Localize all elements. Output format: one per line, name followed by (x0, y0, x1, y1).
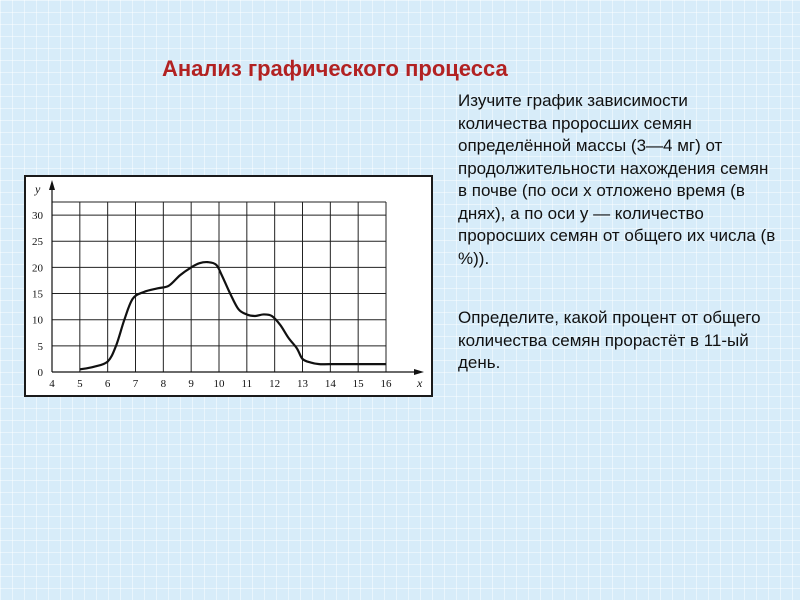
x-tick-label: 6 (104, 378, 111, 390)
y-tick-label: 25 (32, 236, 43, 249)
y-tick-label: 5 (37, 340, 43, 353)
x-tick-label: 12 (269, 378, 281, 390)
x-tick-label: 4 (49, 378, 55, 390)
task-description: Изучите график зависимости количества проросших семян определённой массы (3—4 мг) от продолжительности нахождения семян в почве (по оси x отложено время (в днях), а по оси y — количество проросших семян от общего их числа (в %)). (458, 91, 776, 268)
seedling-chart (26, 177, 431, 395)
x-tick-label: 13 (297, 378, 308, 390)
x-tick-label: 11 (241, 378, 253, 390)
x-tick-label: 5 (77, 378, 83, 390)
y-axis-arrow (49, 180, 55, 190)
x-tick-label: 7 (132, 378, 139, 390)
y-tick-label: 0 (37, 367, 43, 379)
x-axis-label: x (417, 376, 423, 390)
task-question: Определите, какой процент от общего количества семян прорастёт в 11-ый день. (458, 308, 761, 372)
y-axis-label: y (35, 182, 41, 196)
y-tick-label: 30 (32, 210, 43, 223)
x-tick-label: 9 (188, 378, 194, 390)
x-axis-arrow (414, 369, 424, 375)
germination-curve (80, 262, 386, 369)
task-text (458, 90, 778, 375)
x-tick-label: 15 (352, 378, 364, 390)
chart-panel (24, 175, 433, 397)
y-tick-label: 10 (32, 314, 43, 327)
x-tick-label: 8 (160, 378, 167, 390)
x-tick-label: 10 (213, 378, 225, 390)
x-tick-label: 14 (324, 378, 336, 390)
slide-title: Анализ графического процесса (162, 56, 508, 81)
y-tick-label: 20 (32, 262, 43, 275)
y-tick-label: 15 (32, 288, 43, 301)
x-tick-label: 16 (380, 378, 392, 390)
